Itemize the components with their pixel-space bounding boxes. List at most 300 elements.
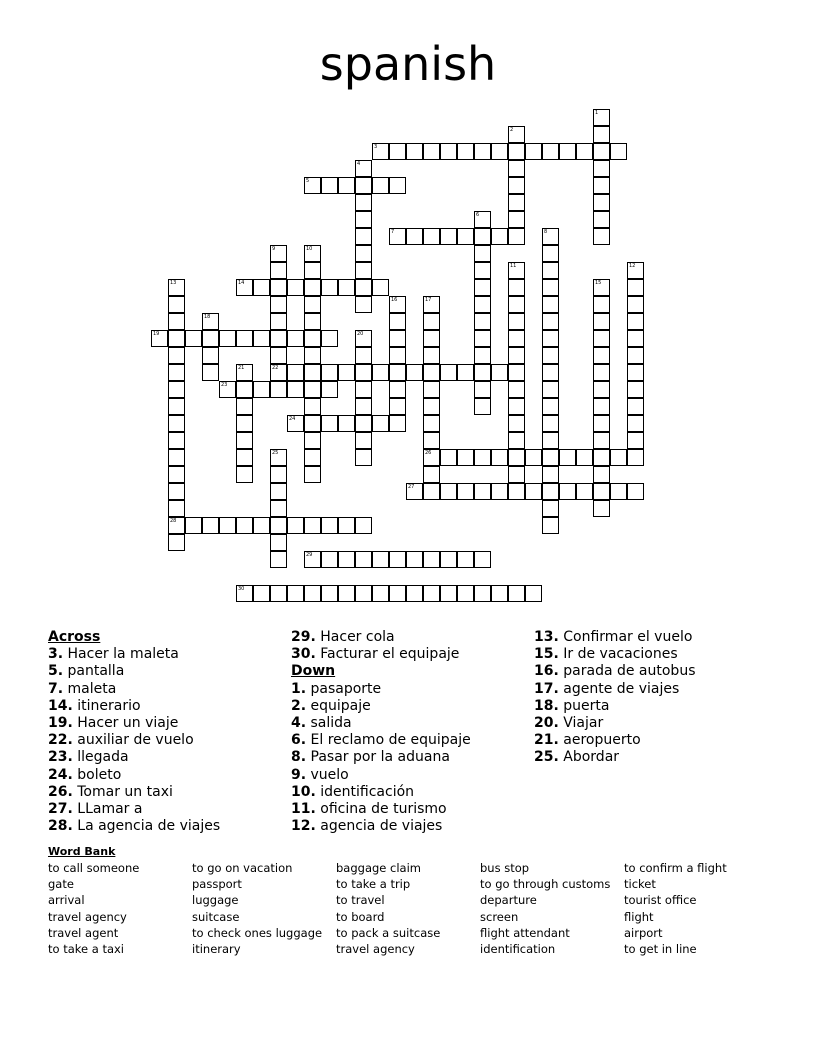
grid-cell[interactable] [593, 500, 610, 517]
grid-cell[interactable] [304, 177, 321, 194]
grid-cell[interactable] [321, 177, 338, 194]
grid-cell[interactable] [508, 143, 525, 160]
grid-cell[interactable] [270, 347, 287, 364]
grid-cell[interactable] [236, 381, 253, 398]
grid-cell[interactable] [576, 143, 593, 160]
grid-cell[interactable] [389, 143, 406, 160]
grid-cell[interactable] [389, 415, 406, 432]
grid-cell[interactable] [508, 483, 525, 500]
grid-cell[interactable] [474, 245, 491, 262]
grid-cell[interactable] [321, 551, 338, 568]
grid-cell[interactable] [542, 398, 559, 415]
grid-cell[interactable] [321, 415, 338, 432]
grid-cell[interactable] [474, 211, 491, 228]
grid-cell[interactable] [389, 228, 406, 245]
grid-cell[interactable] [304, 432, 321, 449]
grid-cell[interactable] [627, 449, 644, 466]
grid-cell[interactable] [321, 517, 338, 534]
grid-cell[interactable] [627, 262, 644, 279]
grid-cell[interactable] [457, 449, 474, 466]
grid-cell[interactable] [338, 517, 355, 534]
grid-cell[interactable] [355, 330, 372, 347]
grid-cell[interactable] [491, 585, 508, 602]
grid-cell[interactable] [355, 194, 372, 211]
grid-cell[interactable] [270, 364, 287, 381]
grid-cell[interactable] [338, 415, 355, 432]
grid-cell[interactable] [355, 262, 372, 279]
grid-cell[interactable] [355, 551, 372, 568]
grid-cell[interactable] [423, 415, 440, 432]
grid-cell[interactable] [542, 313, 559, 330]
grid-cell[interactable] [542, 432, 559, 449]
grid-cell[interactable] [423, 483, 440, 500]
grid-cell[interactable] [304, 517, 321, 534]
grid-cell[interactable] [202, 517, 219, 534]
grid-cell[interactable] [525, 483, 542, 500]
grid-cell[interactable] [168, 296, 185, 313]
grid-cell[interactable] [423, 364, 440, 381]
grid-cell[interactable] [508, 177, 525, 194]
grid-cell[interactable] [491, 143, 508, 160]
grid-cell[interactable] [287, 517, 304, 534]
grid-cell[interactable] [423, 585, 440, 602]
grid-cell[interactable] [406, 364, 423, 381]
grid-cell[interactable] [389, 364, 406, 381]
grid-cell[interactable] [610, 449, 627, 466]
grid-cell[interactable] [593, 449, 610, 466]
grid-cell[interactable] [355, 585, 372, 602]
grid-cell[interactable] [542, 347, 559, 364]
grid-cell[interactable] [491, 483, 508, 500]
grid-cell[interactable] [168, 466, 185, 483]
grid-cell[interactable] [389, 313, 406, 330]
grid-cell[interactable] [593, 211, 610, 228]
grid-cell[interactable] [423, 347, 440, 364]
grid-cell[interactable] [304, 585, 321, 602]
grid-cell[interactable] [457, 228, 474, 245]
grid-cell[interactable] [542, 364, 559, 381]
grid-cell[interactable] [304, 466, 321, 483]
grid-cell[interactable] [423, 296, 440, 313]
grid-cell[interactable] [372, 177, 389, 194]
grid-cell[interactable] [270, 313, 287, 330]
grid-cell[interactable] [355, 517, 372, 534]
grid-cell[interactable] [423, 313, 440, 330]
grid-cell[interactable] [236, 585, 253, 602]
grid-cell[interactable] [457, 551, 474, 568]
grid-cell[interactable] [304, 296, 321, 313]
grid-cell[interactable] [236, 517, 253, 534]
grid-cell[interactable] [474, 330, 491, 347]
grid-cell[interactable] [202, 347, 219, 364]
grid-cell[interactable] [474, 551, 491, 568]
clues-column-2 [291, 629, 471, 835]
grid-cell[interactable] [559, 483, 576, 500]
grid-cell[interactable] [372, 364, 389, 381]
grid-cell[interactable] [559, 449, 576, 466]
grid-cell[interactable] [389, 296, 406, 313]
grid-cell[interactable] [304, 381, 321, 398]
grid-cell[interactable] [253, 585, 270, 602]
grid-cell[interactable] [508, 194, 525, 211]
grid-cell[interactable] [542, 262, 559, 279]
grid-cell[interactable] [423, 466, 440, 483]
grid-cell[interactable] [508, 160, 525, 177]
grid-cell[interactable] [627, 483, 644, 500]
grid-cell[interactable] [406, 228, 423, 245]
clue-text: Facturar el equipaje [315, 646, 460, 663]
grid-cell[interactable] [287, 381, 304, 398]
clue-number: 18 [204, 314, 211, 320]
grid-cell[interactable] [355, 296, 372, 313]
grid-cell[interactable] [508, 330, 525, 347]
grid-cell[interactable] [593, 143, 610, 160]
grid-cell[interactable] [457, 143, 474, 160]
grid-cell[interactable] [593, 160, 610, 177]
grid-cell[interactable] [355, 415, 372, 432]
grid-cell[interactable] [593, 228, 610, 245]
grid-cell[interactable] [474, 364, 491, 381]
grid-cell[interactable] [321, 279, 338, 296]
grid-cell[interactable] [321, 364, 338, 381]
grid-cell[interactable] [457, 483, 474, 500]
grid-cell[interactable] [338, 551, 355, 568]
grid-cell[interactable] [236, 330, 253, 347]
grid-cell[interactable] [355, 177, 372, 194]
grid-cell[interactable] [372, 279, 389, 296]
grid-cell[interactable] [474, 228, 491, 245]
grid-cell[interactable] [593, 330, 610, 347]
grid-cell[interactable] [593, 194, 610, 211]
grid-cell[interactable] [304, 330, 321, 347]
grid-cell[interactable] [355, 381, 372, 398]
grid-cell[interactable] [219, 330, 236, 347]
clue-text: itinerario [72, 697, 141, 714]
grid-cell[interactable] [440, 483, 457, 500]
grid-cell[interactable] [406, 585, 423, 602]
grid-cell[interactable] [168, 313, 185, 330]
grid-cell[interactable] [508, 262, 525, 279]
grid-cell[interactable] [542, 228, 559, 245]
grid-cell[interactable] [389, 381, 406, 398]
grid-cell[interactable] [627, 398, 644, 415]
grid-cell[interactable] [406, 483, 423, 500]
grid-cell[interactable] [593, 347, 610, 364]
grid-cell[interactable] [355, 245, 372, 262]
grid-cell[interactable] [168, 534, 185, 551]
grid-cell[interactable] [236, 398, 253, 415]
clue-text: Hacer un viaje [72, 715, 179, 732]
clue-number-label: 19. [48, 715, 73, 732]
grid-cell[interactable] [508, 126, 525, 143]
grid-cell[interactable] [508, 381, 525, 398]
grid-cell[interactable] [236, 279, 253, 296]
grid-cell[interactable] [355, 364, 372, 381]
grid-cell[interactable] [440, 228, 457, 245]
grid-cell[interactable] [355, 228, 372, 245]
grid-cell[interactable] [627, 364, 644, 381]
grid-cell[interactable] [389, 330, 406, 347]
clue-number: 21 [238, 365, 245, 371]
grid-cell[interactable] [253, 381, 270, 398]
grid-cell[interactable] [627, 330, 644, 347]
grid-cell[interactable] [610, 483, 627, 500]
grid-cell[interactable] [185, 517, 202, 534]
grid-cell[interactable] [508, 466, 525, 483]
grid-cell[interactable] [627, 313, 644, 330]
grid-cell[interactable] [304, 313, 321, 330]
grid-cell[interactable] [270, 449, 287, 466]
grid-cell[interactable] [372, 551, 389, 568]
grid-cell[interactable] [355, 279, 372, 296]
grid-cell[interactable] [474, 296, 491, 313]
grid-cell[interactable] [355, 211, 372, 228]
grid-cell[interactable] [304, 551, 321, 568]
grid-cell[interactable] [593, 483, 610, 500]
grid-cell[interactable] [491, 449, 508, 466]
grid-cell[interactable] [627, 296, 644, 313]
grid-cell[interactable] [423, 228, 440, 245]
grid-cell[interactable] [457, 364, 474, 381]
grid-cell[interactable] [474, 585, 491, 602]
grid-cell[interactable] [287, 279, 304, 296]
grid-cell[interactable] [185, 330, 202, 347]
grid-cell[interactable] [236, 415, 253, 432]
grid-cell[interactable] [440, 449, 457, 466]
grid-cell[interactable] [474, 483, 491, 500]
grid-cell[interactable] [508, 449, 525, 466]
grid-cell[interactable] [355, 347, 372, 364]
clue-number: 22 [272, 365, 279, 371]
grid-cell[interactable] [440, 143, 457, 160]
grid-cell[interactable] [389, 398, 406, 415]
grid-cell[interactable] [219, 517, 236, 534]
grid-cell[interactable] [304, 415, 321, 432]
clue-item [534, 715, 696, 732]
grid-cell[interactable] [338, 177, 355, 194]
grid-cell[interactable] [593, 126, 610, 143]
grid-cell[interactable] [593, 177, 610, 194]
grid-cell[interactable] [168, 364, 185, 381]
grid-cell[interactable] [236, 432, 253, 449]
grid-cell[interactable] [270, 585, 287, 602]
grid-cell[interactable] [491, 364, 508, 381]
grid-cell[interactable] [270, 483, 287, 500]
grid-cell[interactable] [372, 143, 389, 160]
grid-cell[interactable] [474, 381, 491, 398]
grid-cell[interactable] [253, 279, 270, 296]
grid-cell[interactable] [593, 466, 610, 483]
grid-cell[interactable] [287, 330, 304, 347]
grid-cell[interactable] [457, 585, 474, 602]
grid-cell[interactable] [389, 347, 406, 364]
grid-cell[interactable] [474, 347, 491, 364]
grid-cell[interactable] [338, 585, 355, 602]
grid-cell[interactable] [440, 364, 457, 381]
grid-cell[interactable] [508, 347, 525, 364]
grid-cell[interactable] [576, 449, 593, 466]
grid-cell[interactable] [508, 228, 525, 245]
grid-cell[interactable] [304, 398, 321, 415]
clue-text: agencia de viajes [315, 818, 443, 835]
grid-cell[interactable] [508, 211, 525, 228]
grid-cell[interactable] [542, 415, 559, 432]
grid-cell[interactable] [593, 279, 610, 296]
grid-cell[interactable] [542, 517, 559, 534]
grid-cell[interactable] [525, 585, 542, 602]
grid-cell[interactable] [304, 364, 321, 381]
grid-cell[interactable] [168, 500, 185, 517]
grid-cell[interactable] [508, 398, 525, 415]
grid-cell[interactable] [593, 432, 610, 449]
grid-cell[interactable] [287, 364, 304, 381]
grid-cell[interactable] [559, 143, 576, 160]
grid-cell[interactable] [423, 432, 440, 449]
grid-cell[interactable] [355, 160, 372, 177]
grid-cell[interactable] [474, 313, 491, 330]
grid-cell[interactable] [627, 415, 644, 432]
grid-cell[interactable] [168, 398, 185, 415]
grid-cell[interactable] [593, 415, 610, 432]
grid-cell[interactable] [542, 381, 559, 398]
grid-cell[interactable] [525, 143, 542, 160]
grid-cell[interactable] [168, 279, 185, 296]
grid-cell[interactable] [168, 415, 185, 432]
grid-cell[interactable] [423, 143, 440, 160]
grid-cell[interactable] [355, 398, 372, 415]
grid-cell[interactable] [610, 143, 627, 160]
grid-cell[interactable] [304, 347, 321, 364]
grid-cell[interactable] [270, 517, 287, 534]
grid-cell[interactable] [270, 245, 287, 262]
grid-cell[interactable] [321, 585, 338, 602]
grid-cell[interactable] [423, 398, 440, 415]
grid-cell[interactable] [627, 381, 644, 398]
grid-cell[interactable] [321, 330, 338, 347]
grid-cell[interactable] [321, 381, 338, 398]
grid-cell[interactable] [525, 449, 542, 466]
grid-cell[interactable] [593, 296, 610, 313]
grid-cell[interactable] [253, 330, 270, 347]
grid-cell[interactable] [168, 449, 185, 466]
grid-cell[interactable] [406, 143, 423, 160]
grid-cell[interactable] [287, 415, 304, 432]
grid-cell[interactable] [202, 330, 219, 347]
grid-cell[interactable] [270, 330, 287, 347]
grid-cell[interactable] [542, 143, 559, 160]
grid-cell[interactable] [236, 466, 253, 483]
grid-cell[interactable] [372, 415, 389, 432]
grid-cell[interactable] [542, 330, 559, 347]
grid-cell[interactable] [236, 449, 253, 466]
grid-cell[interactable] [542, 483, 559, 500]
grid-cell[interactable] [270, 534, 287, 551]
grid-cell[interactable] [508, 296, 525, 313]
grid-cell[interactable] [168, 483, 185, 500]
grid-cell[interactable] [440, 585, 457, 602]
clue-item [48, 681, 220, 698]
grid-cell[interactable] [219, 381, 236, 398]
grid-cell[interactable] [593, 364, 610, 381]
grid-cell[interactable] [270, 500, 287, 517]
grid-cell[interactable] [389, 177, 406, 194]
grid-cell[interactable] [576, 483, 593, 500]
grid-cell[interactable] [423, 551, 440, 568]
grid-cell[interactable] [270, 296, 287, 313]
grid-cell[interactable] [627, 432, 644, 449]
grid-cell[interactable] [168, 347, 185, 364]
grid-cell[interactable] [287, 585, 304, 602]
grid-cell[interactable] [423, 330, 440, 347]
grid-cell[interactable] [508, 313, 525, 330]
grid-cell[interactable] [202, 364, 219, 381]
grid-cell[interactable] [627, 279, 644, 296]
grid-cell[interactable] [440, 551, 457, 568]
grid-cell[interactable] [474, 279, 491, 296]
grid-cell[interactable] [474, 449, 491, 466]
grid-cell[interactable] [542, 466, 559, 483]
grid-cell[interactable] [542, 500, 559, 517]
grid-cell[interactable] [304, 449, 321, 466]
grid-cell[interactable] [304, 279, 321, 296]
grid-cell[interactable] [389, 585, 406, 602]
grid-cell[interactable] [355, 432, 372, 449]
grid-cell[interactable] [593, 109, 610, 126]
grid-cell[interactable] [406, 551, 423, 568]
grid-cell[interactable] [270, 466, 287, 483]
grid-cell[interactable] [508, 279, 525, 296]
grid-cell[interactable] [202, 313, 219, 330]
grid-cell[interactable] [508, 585, 525, 602]
grid-cell[interactable] [304, 262, 321, 279]
grid-cell[interactable] [474, 398, 491, 415]
grid-cell[interactable] [338, 364, 355, 381]
grid-cell[interactable] [389, 551, 406, 568]
grid-cell[interactable] [508, 364, 525, 381]
grid-cell[interactable] [253, 517, 270, 534]
grid-cell[interactable] [168, 432, 185, 449]
grid-cell[interactable] [168, 381, 185, 398]
grid-cell[interactable] [270, 381, 287, 398]
grid-cell[interactable] [338, 279, 355, 296]
grid-cell[interactable] [270, 551, 287, 568]
grid-cell[interactable] [168, 517, 185, 534]
grid-cell[interactable] [593, 381, 610, 398]
grid-cell[interactable] [508, 432, 525, 449]
grid-cell[interactable] [270, 279, 287, 296]
grid-cell[interactable] [372, 585, 389, 602]
grid-cell[interactable] [236, 364, 253, 381]
grid-cell[interactable] [542, 296, 559, 313]
grid-cell[interactable] [542, 279, 559, 296]
grid-cell[interactable] [542, 449, 559, 466]
grid-cell[interactable] [491, 228, 508, 245]
grid-cell[interactable] [593, 398, 610, 415]
grid-cell[interactable] [508, 415, 525, 432]
grid-cell[interactable] [151, 330, 168, 347]
grid-cell[interactable] [542, 245, 559, 262]
grid-cell[interactable] [474, 262, 491, 279]
grid-cell[interactable] [304, 245, 321, 262]
grid-cell[interactable] [474, 143, 491, 160]
grid-cell[interactable] [423, 449, 440, 466]
grid-cell[interactable] [423, 381, 440, 398]
grid-cell[interactable] [593, 313, 610, 330]
grid-cell[interactable] [270, 262, 287, 279]
grid-cell[interactable] [627, 347, 644, 364]
grid-cell[interactable] [168, 330, 185, 347]
grid-cell[interactable] [355, 449, 372, 466]
